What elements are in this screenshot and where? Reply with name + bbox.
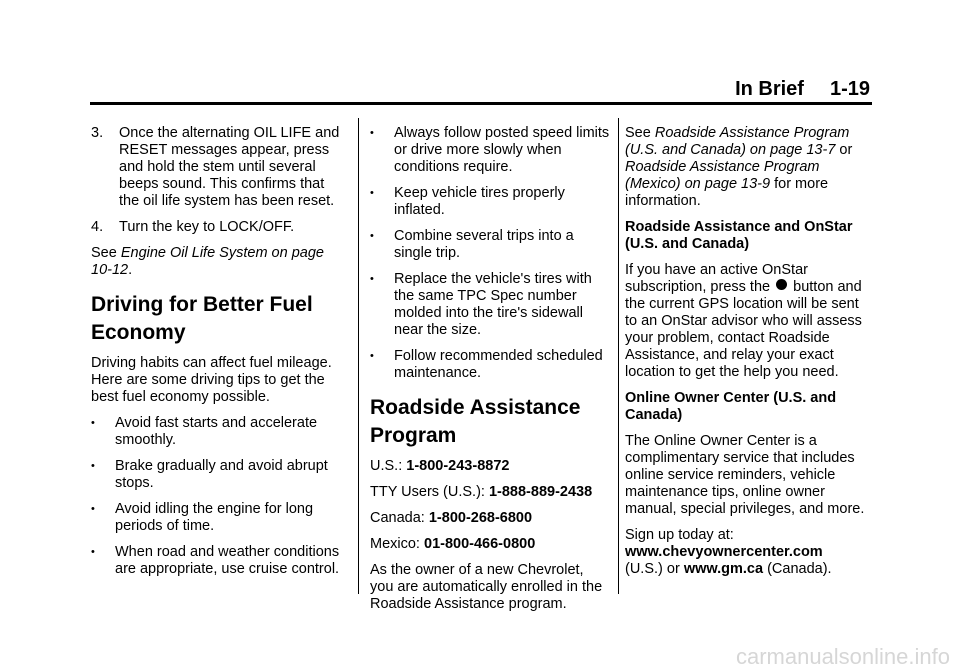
column-divider xyxy=(618,118,619,594)
list-item-text: Replace the vehicle's tires with the same TPC Spec number molded into the tire's sidewall near the size. xyxy=(394,271,592,338)
watermark: carmanualsonline.info xyxy=(735,644,950,669)
step-text: Turn the key to LOCK/OFF. xyxy=(119,219,295,235)
phone-label: U.S.: xyxy=(370,458,407,474)
owner-paragraph: As the owner of a new Chevrolet, you are automatically enrolled in the Roadside Assistance program. xyxy=(370,562,603,612)
phone-canada xyxy=(370,510,610,527)
phone-label: Canada: xyxy=(370,510,429,526)
see-suffix: . xyxy=(128,262,133,278)
bullet-icon: • xyxy=(370,350,374,362)
list-item xyxy=(91,544,347,578)
or-text: or xyxy=(835,142,853,158)
section-heading: Roadside Assistance Program xyxy=(370,396,581,447)
list-item-text: Combine several trips into a single trip. xyxy=(394,228,574,261)
page-number: 1-19 xyxy=(829,78,870,100)
list-item xyxy=(91,415,347,449)
list-item-text: Keep vehicle tires properly inflated. xyxy=(394,185,565,218)
see-suffix: for more information. xyxy=(625,176,829,209)
phone-tty xyxy=(370,484,610,501)
step-3 xyxy=(91,125,347,210)
list-item xyxy=(370,348,610,382)
tips-list xyxy=(91,415,347,578)
list-item xyxy=(370,228,610,262)
list-item xyxy=(370,125,610,176)
header-rule xyxy=(90,102,872,105)
bullet-icon: • xyxy=(91,460,95,472)
phone-number: 01-800-466-0800 xyxy=(424,536,536,552)
url-link[interactable]: www.chevyownercenter.com xyxy=(625,544,823,560)
bullet-icon: • xyxy=(370,230,374,242)
onstar-text: button and the current GPS location will be sent to an OnStar advisor who will assess your problem, contact Roadside Assistance, and relay your exact location to get the help you need. xyxy=(625,279,862,380)
section-title: In Brief xyxy=(735,78,804,100)
bullet-icon: • xyxy=(370,273,374,285)
signup-paragraph xyxy=(625,527,871,578)
list-item-text: Always follow posted speed limits or drive more slowly when conditions require. xyxy=(394,125,610,175)
phone-mexico xyxy=(370,536,610,553)
page-header xyxy=(735,78,870,101)
see-reference xyxy=(91,245,347,279)
signup-text: (Canada). xyxy=(763,561,832,577)
phone-label: Mexico: xyxy=(370,536,424,552)
list-item-text: Avoid fast starts and accelerate smoothly. xyxy=(115,415,318,448)
see-reference xyxy=(625,125,871,210)
column-1 xyxy=(91,125,347,587)
onstar-paragraph xyxy=(625,262,871,381)
onstar-text: If you have an active OnStar subscription, press the xyxy=(625,262,808,295)
bullet-icon: • xyxy=(370,187,374,199)
subheading: Roadside Assistance and OnStar (U.S. and Canada) xyxy=(625,219,853,252)
phone-number: 1-800-268-6800 xyxy=(428,510,533,526)
list-item xyxy=(91,501,347,535)
see-prefix: See xyxy=(91,245,121,261)
column-divider xyxy=(358,118,359,594)
subheading: Online Owner Center (U.S. and Canada) xyxy=(625,390,837,423)
intro-paragraph: Driving habits can affect fuel mileage. Here are some driving tips to get the best fuel economy possible. xyxy=(91,355,332,405)
list-item xyxy=(370,271,610,339)
list-item xyxy=(91,458,347,492)
bullet-icon: • xyxy=(370,127,374,139)
phone-us xyxy=(370,458,610,475)
phone-number: 1-800-243-8872 xyxy=(406,458,510,474)
cross-reference-link[interactable]: Roadside Assistance Program (U.S. and Canada) on page 13-7 xyxy=(625,125,850,158)
list-item-text: Avoid idling the engine for long periods of time. xyxy=(115,501,314,534)
signup-text: (U.S.) or xyxy=(625,561,684,577)
onstar-button-icon xyxy=(776,279,787,290)
url-link[interactable]: www.gm.ca xyxy=(683,561,764,577)
tips-list-continued xyxy=(370,125,610,382)
signup-text: Sign up today at: xyxy=(625,527,734,543)
cross-reference-link[interactable]: Engine Oil Life System on page 10-12 xyxy=(91,245,324,278)
bullet-icon: • xyxy=(91,503,95,515)
list-item-text: When road and weather conditions are appropriate, use cruise control. xyxy=(115,544,340,577)
column-2 xyxy=(370,125,610,622)
phone-label: TTY Users (U.S.): xyxy=(370,484,489,500)
step-text: Once the alternating OIL LIFE and RESET messages appear, press and hold the stem until several beeps sound. This confirms that the oil life system has been reset. xyxy=(119,125,340,209)
cross-reference-link[interactable]: Roadside Assistance Program (Mexico) on page 13-9 xyxy=(625,159,820,192)
section-heading: Driving for Better Fuel Economy xyxy=(91,293,313,344)
bullet-icon: • xyxy=(91,417,95,429)
phone-number: 1-888-889-2438 xyxy=(488,484,593,500)
list-item-text: Follow recommended scheduled maintenance. xyxy=(394,348,603,381)
owner-center-paragraph: The Online Owner Center is a complimentary service that includes online service reminders, vehicle maintenance tips, online owner manual, special privileges, and more. xyxy=(625,433,865,517)
step-number: 4. xyxy=(91,219,104,235)
column-3 xyxy=(625,125,871,587)
step-4 xyxy=(91,219,347,236)
bullet-icon: • xyxy=(91,546,95,558)
list-item-text: Brake gradually and avoid abrupt stops. xyxy=(115,458,328,491)
see-prefix: See xyxy=(625,125,655,141)
list-item xyxy=(370,185,610,219)
step-number: 3. xyxy=(91,125,104,141)
